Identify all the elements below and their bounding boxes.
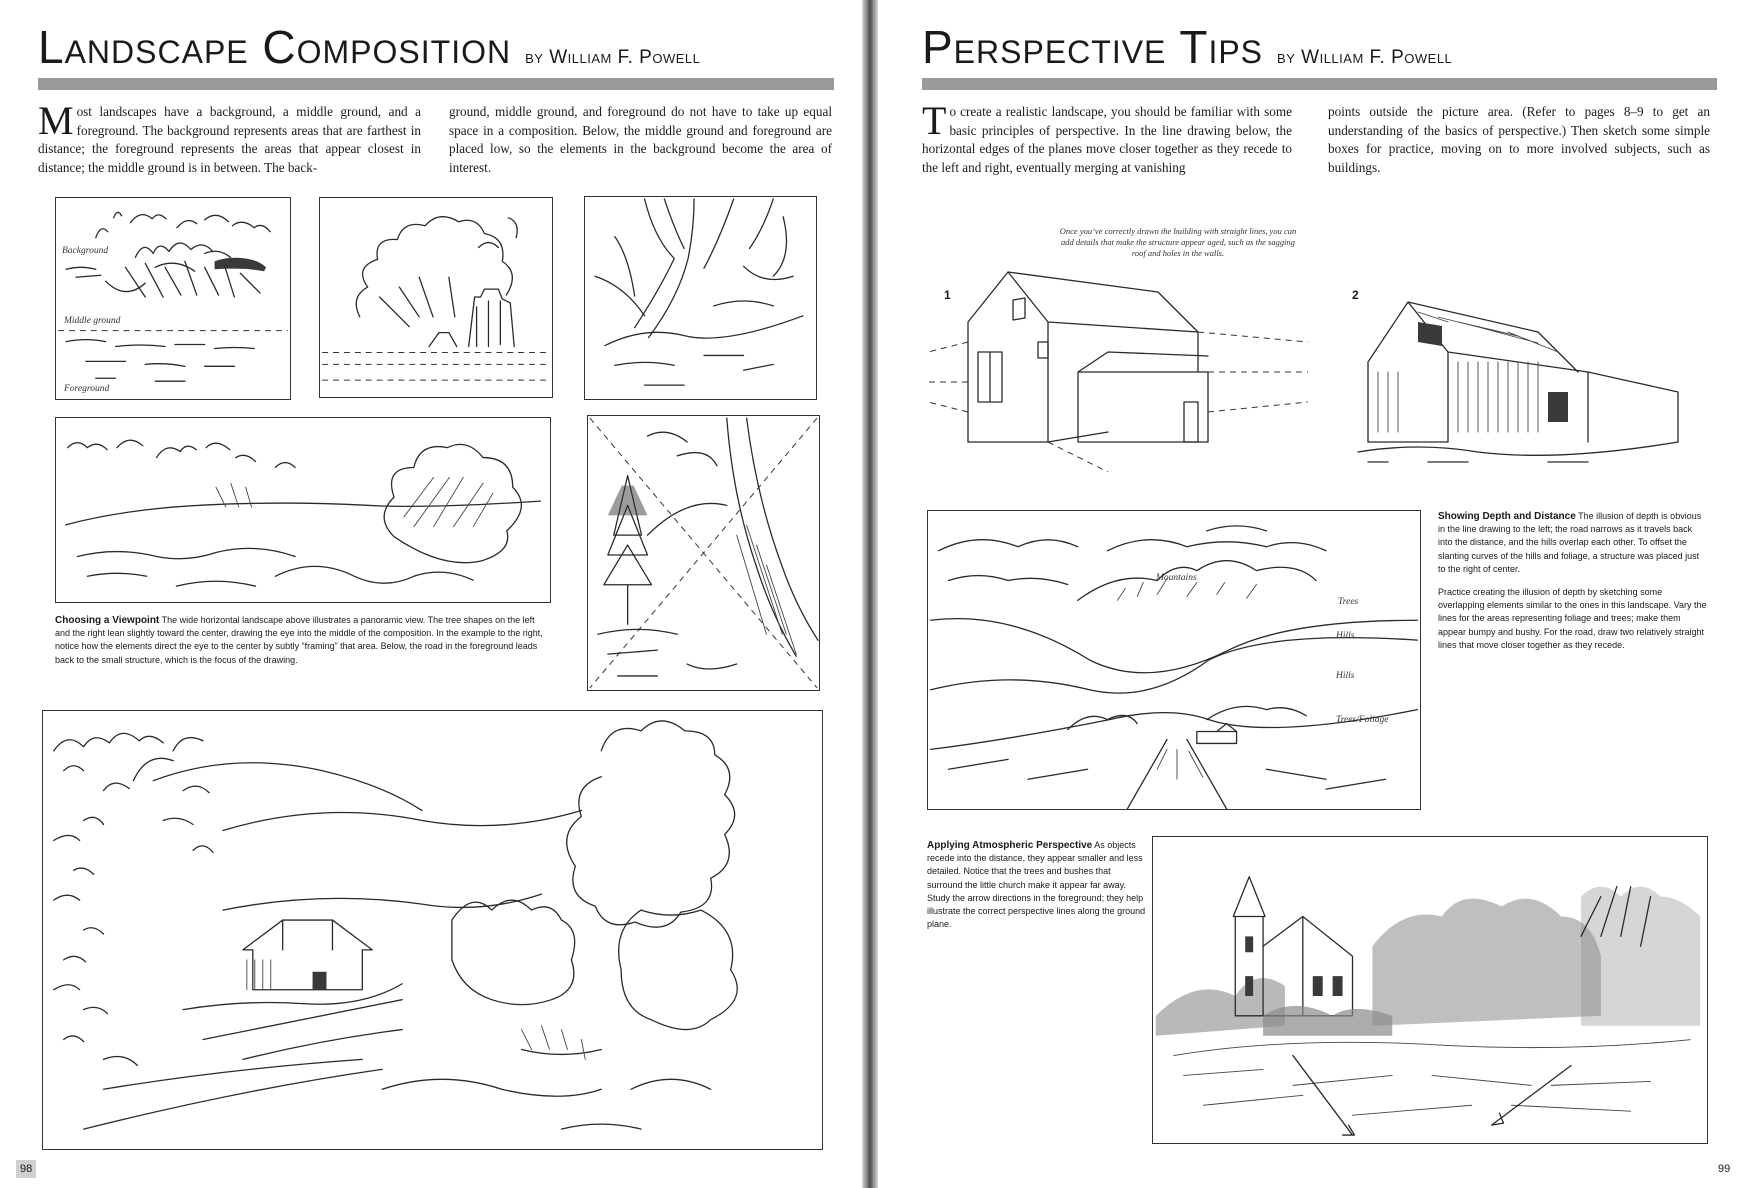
- atmospheric-caption: Applying Atmospheric Perspective As objects recede into the distance, they appear smaller and less detailed. Notice that the trees and bushes that surround the little church make it appear far away. Study the arrow directions in the foreground; they help illustrate the correct perspective lines along the ground plane.: [927, 840, 1146, 930]
- barn-note: Once you’ve correctly drawn the building with straight lines, you can add details that make the structure appear aged, such as the sagging roof and holes in the walls.: [1059, 226, 1297, 258]
- label-trees-foliage: Trees/Foliage: [1336, 715, 1389, 725]
- left-intro-col1: Most landscapes have a background, a middle ground, and a foreground. The background represents areas that are farthest in distance; the foreground represents the areas that appear closest in distance; the middle ground is in between. The back-: [38, 98, 421, 175]
- right-intro-col1: To create a realistic landscape, you should be familiar with some basic principles of perspective. In the line drawing below, the horizontal edges of the planes move closer together as they recede to the left and right, eventually merging at vanishing: [922, 98, 1292, 175]
- right-title-rule: [922, 78, 1717, 90]
- sketch-layers-panel: [55, 197, 291, 400]
- right-page-number: 99: [1714, 1160, 1734, 1178]
- left-page: [0, 0, 862, 1188]
- sketch-framing-panel: [587, 415, 820, 691]
- right-page-byline: by William F. Powell: [1277, 47, 1453, 68]
- book-gutter: [862, 0, 878, 1188]
- label-hills-1: Hills: [1336, 631, 1355, 641]
- depth-caption-heading: Showing Depth and Distance: [1438, 511, 1576, 522]
- atmospheric-caption-heading: Applying Atmospheric Perspective: [927, 840, 1093, 851]
- weathered-barn-drawing: [1348, 262, 1708, 472]
- sketch-house-road-panel: [42, 710, 823, 1150]
- label-background: Background: [62, 246, 109, 256]
- left-page-title-block: [38, 20, 700, 74]
- right-page-title: Perspective Tips: [922, 21, 1264, 73]
- figure-number-2: 2: [1352, 288, 1359, 302]
- left-dropcap: M: [38, 98, 74, 143]
- left-page-byline: by William F. Powell: [525, 47, 701, 68]
- sketch-church-panel: [1152, 836, 1708, 1144]
- label-trees: Trees: [1338, 597, 1359, 607]
- depth-caption: Showing Depth and Distance The illusion of depth is obvious in the line drawing to the left; the road narrows as it travels back into the distance, and the hills overlap each other. To offset the slanting curves of the hills and foliage, a structure was placed just to the right of center. Practice creating the illusion of depth by sketching some overlapping elements similar to the ones in this landscape. Vary the lines for the areas representing foliage and trees; make them appear bumpy and bushy. For the road, draw two relatively straight lines that move closer together as they recede.: [1438, 510, 1708, 652]
- label-foreground: Foreground: [64, 384, 110, 394]
- viewpoint-caption-heading: Choosing a Viewpoint: [55, 615, 160, 626]
- left-title-rule: [38, 78, 834, 90]
- sketch-depth-panel: [927, 510, 1421, 810]
- sketch-panoramic-panel: [55, 417, 551, 603]
- barn-line-drawing: [918, 262, 1318, 472]
- sketch-mesa-panel: [319, 197, 553, 398]
- left-page-number: 98: [16, 1160, 36, 1178]
- right-intro-col2: points outside the picture area. (Refer to pages 8–9 to get an understanding of the basics of perspective.) Then sketch some simple boxes for practice, moving on to more involved subjects, such as buildings.: [1328, 104, 1710, 175]
- figure-number-1: 1: [944, 288, 951, 302]
- viewpoint-caption: Choosing a Viewpoint The wide horizontal landscape above illustrates a panoramic view. The tree shapes on the left and the right lean slightly toward the center, drawing the eye into the middle of the composition. In the example to the right, notice how the elements direct the eye to the center by subtly “framing” that area. Below, the road in the foreground leads back to the small structure, which is the focus of the drawing.: [55, 615, 543, 665]
- label-middle-ground: Middle ground: [64, 316, 121, 326]
- left-intro-col2: ground, middle ground, and foreground do not have to take up equal space in a composition. Below, the middle ground and foreground are placed low, so the elements in the background become the area of interest.: [449, 104, 832, 175]
- sketch-trees-panel: [584, 196, 817, 400]
- left-page-title: Landscape Composition: [38, 21, 512, 73]
- label-mountains: Mountains: [1156, 573, 1197, 583]
- right-dropcap: T: [922, 98, 947, 143]
- right-page: [878, 0, 1746, 1188]
- depth-caption-practice: Practice creating the illusion of depth by sketching some overlapping elements similar to the ones in this landscape. Vary the lines for the areas representing foliage and trees; make them appear bumpy and bushy. For the road, draw two relatively straight lines that move closer together as they recede.: [1438, 587, 1707, 650]
- label-hills-2: Hills: [1336, 671, 1355, 681]
- right-page-title-block: [922, 20, 1452, 74]
